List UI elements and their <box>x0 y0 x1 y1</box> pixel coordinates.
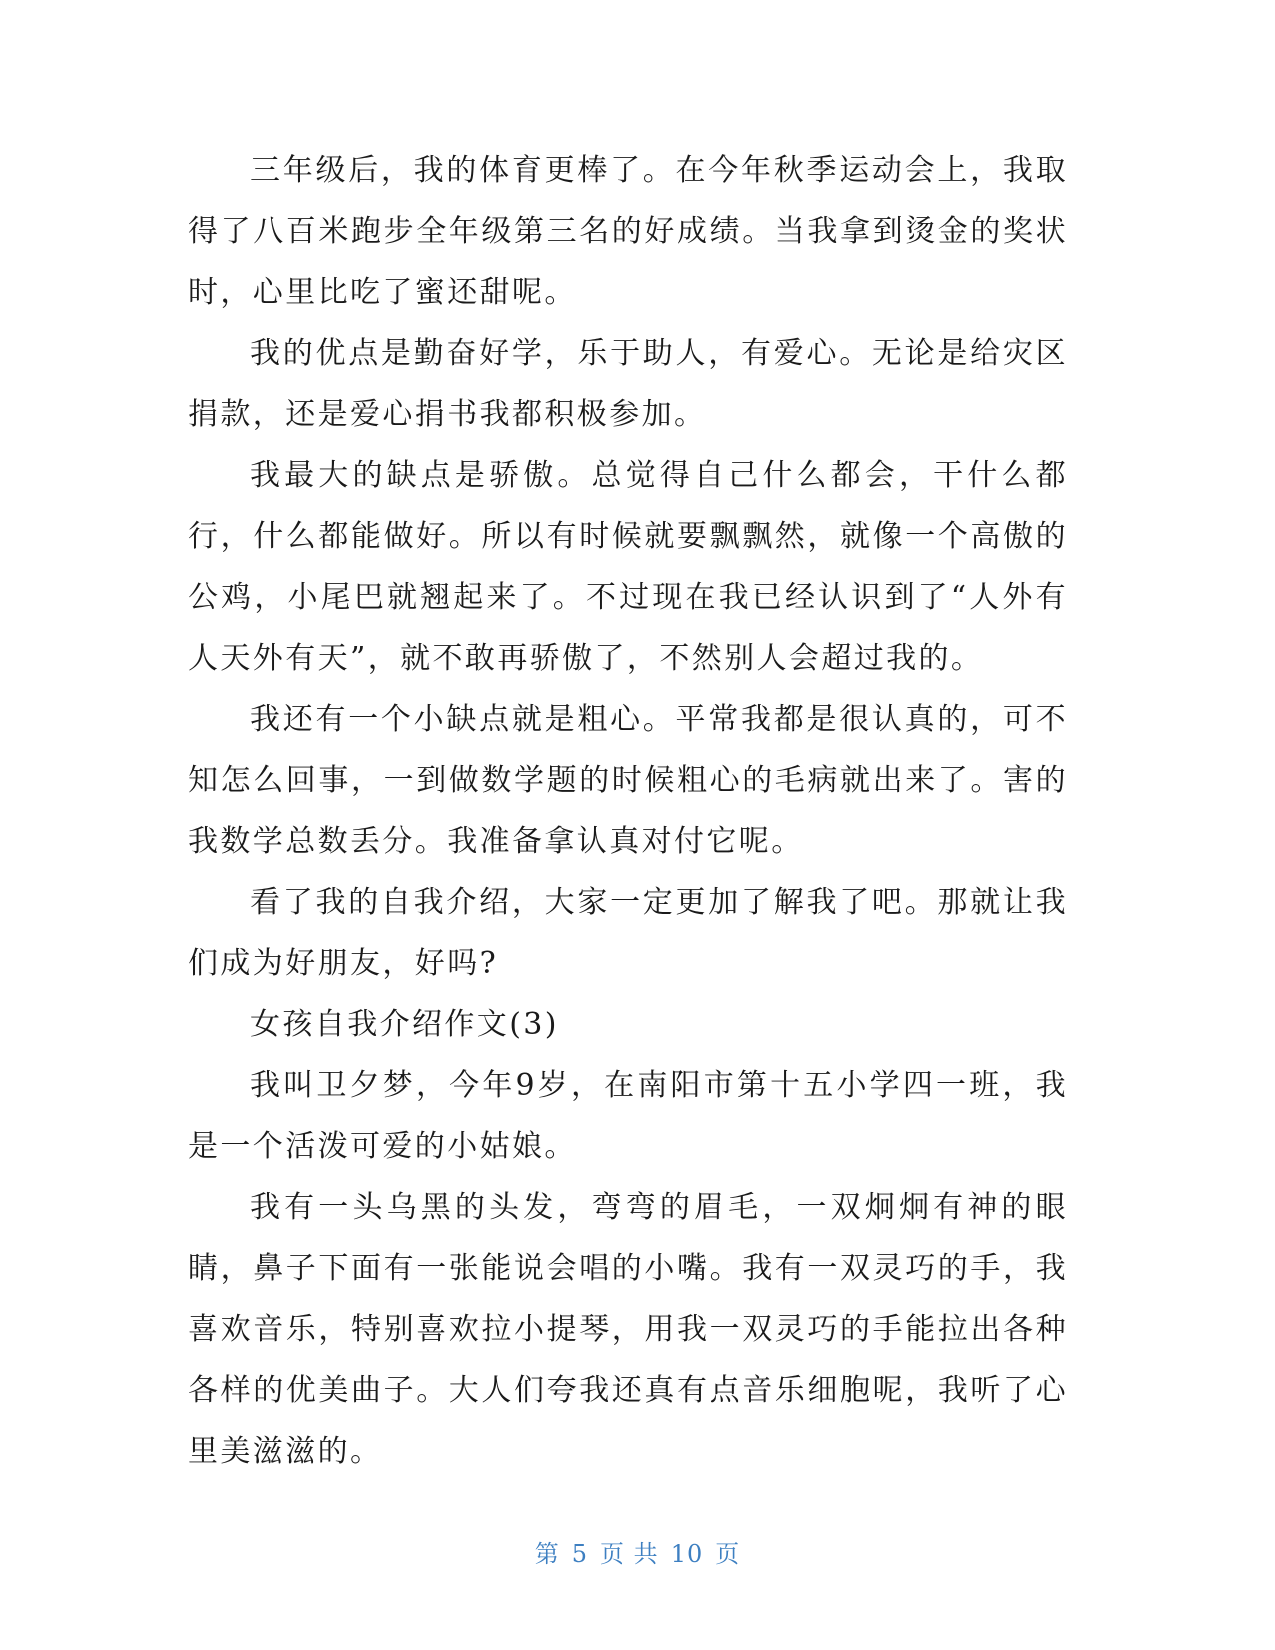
paragraph: 三年级后，我的体育更棒了。在今年秋季运动会上，我取得了八百米跑步全年级第三名的好成绩。当我拿到烫金的奖状时，心里比吃了蜜还甜呢。 <box>188 153 1068 310</box>
paragraph: 我最大的缺点是骄傲。总觉得自己什么都会，干什么都行，什么都能做好。所以有时候就要飘飘然，就像一个高傲的公鸡，小尾巴就翘起来了。不过现在我已经认识到了“人外有人天外有天”，就不敢再骄傲了，不然别人会超过我的。 <box>188 458 1068 676</box>
current-page-number: 5 <box>571 1540 589 1568</box>
paragraph: 看了我的自我介绍，大家一定更加了解我了吧。那就让我们成为好朋友，好吗? <box>188 885 1068 981</box>
total-pages-number: 10 <box>670 1540 704 1568</box>
paragraph: 我还有一个小缺点就是粗心。平常我都是很认真的，可不知怎么回事，一到做数学题的时候粗心的毛病就出来了。害的我数学总数丢分。我准备拿认真对付它呢。 <box>188 702 1068 859</box>
footer-mid: 页 共 <box>600 1540 659 1568</box>
paragraph: 我叫卫夕梦，今年9岁，在南阳市第十五小学四一班，我是一个活泼可爱的小姑娘。 <box>188 1068 1068 1164</box>
footer-prefix: 第 <box>534 1540 560 1568</box>
page-footer <box>0 1534 1275 1569</box>
paragraph: 我有一头乌黑的头发，弯弯的眉毛，一双炯炯有神的眼睛，鼻子下面有一张能说会唱的小嘴。我有一双灵巧的手，我喜欢音乐，特别喜欢拉小提琴，用我一双灵巧的手能拉出各种各样的优美曲子。大人们夸我还真有点音乐细胞呢，我听了心里美滋滋的。 <box>188 1190 1068 1469</box>
body-text <box>188 140 1068 1482</box>
footer-suffix: 页 <box>715 1540 741 1568</box>
section-heading: 女孩自我介绍作文(3) <box>250 1007 559 1042</box>
paragraph: 我的优点是勤奋好学，乐于助人，有爱心。无论是给灾区捐款，还是爱心捐书我都积极参加。 <box>188 336 1068 432</box>
